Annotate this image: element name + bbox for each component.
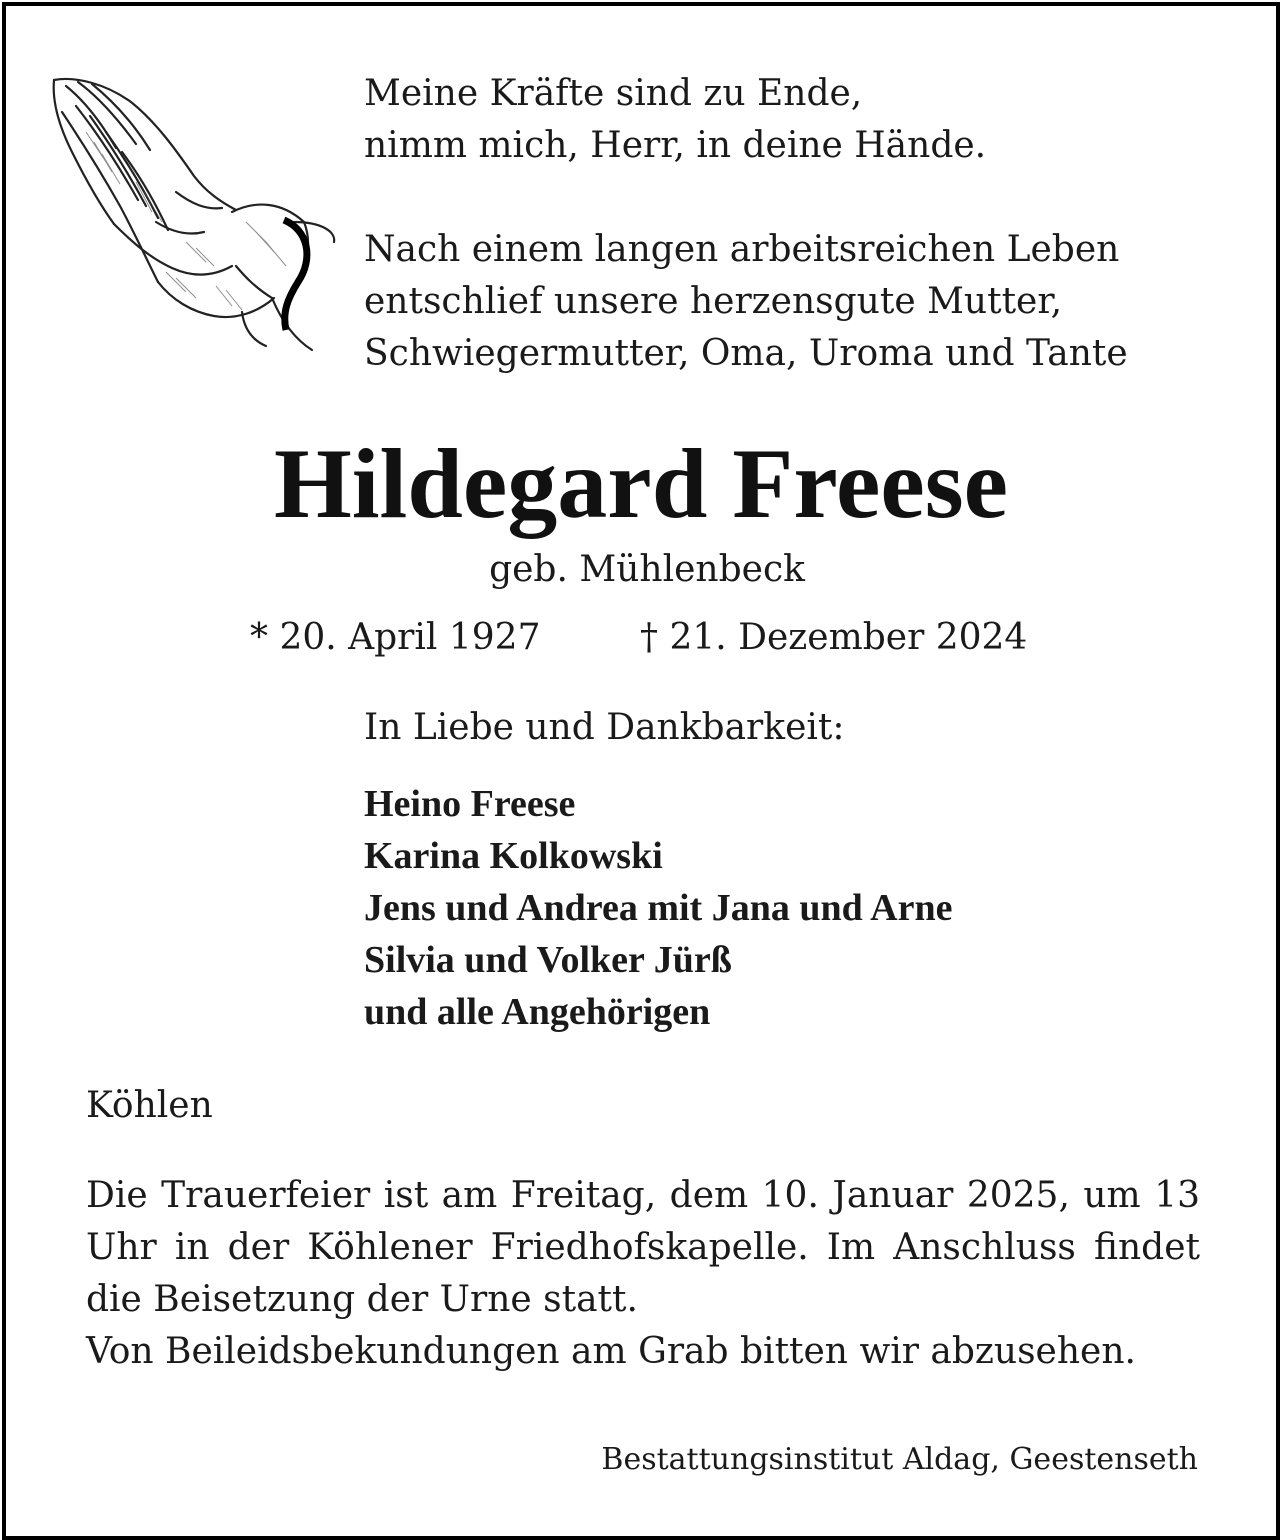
mourners-intro: In Liebe und Dankbarkeit: <box>364 707 845 748</box>
condolence-note: Von Beileidsbekundungen am Grab bitten wir abzusehen. <box>86 1331 1136 1372</box>
mourner-name: Heino Freese <box>364 783 576 825</box>
poem-spacer <box>364 172 1128 224</box>
service-info <box>86 1170 1200 1378</box>
poem-line: Nach einem langen arbeitsreichen Leben <box>364 229 1120 270</box>
funeral-home: Bestattungsinstitut Aldag, Geestenseth <box>601 1442 1198 1477</box>
poem-line: nimm mich, Herr, in deine Hände. <box>364 125 987 166</box>
obituary-notice <box>2 2 1280 1540</box>
mourner-name: und alle Angehörigen <box>364 991 711 1033</box>
place: Köhlen <box>86 1085 213 1126</box>
maiden-name: geb. Mühlenbeck <box>489 549 805 590</box>
birth-date: * 20. April 1927 <box>250 617 541 658</box>
service-paragraph: Die Trauerfeier ist am Freitag, dem 10. Januar 2025, um 13 Uhr in der Köhlener Friedhofskapelle. Im Anschluss findet die Beisetzung der Urne statt. <box>86 1175 1200 1320</box>
poem <box>364 68 1128 380</box>
poem-line: entschlief unsere herzensgute Mutter, <box>364 281 1063 322</box>
mourners-list <box>364 778 952 1038</box>
poem-line: Meine Kräfte sind zu Ende, <box>364 73 863 114</box>
poem-line: Schwiegermutter, Oma, Uroma und Tante <box>364 333 1128 374</box>
mourner-name: Karina Kolkowski <box>364 835 663 877</box>
mourner-name: Silvia und Volker Jürß <box>364 939 732 981</box>
mourner-name: Jens und Andrea mit Jana und Arne <box>364 887 953 929</box>
deceased-name: Hildegard Freese <box>273 428 1009 539</box>
praying-hands-icon <box>46 72 336 356</box>
death-date: † 21. Dezember 2024 <box>640 617 1028 658</box>
